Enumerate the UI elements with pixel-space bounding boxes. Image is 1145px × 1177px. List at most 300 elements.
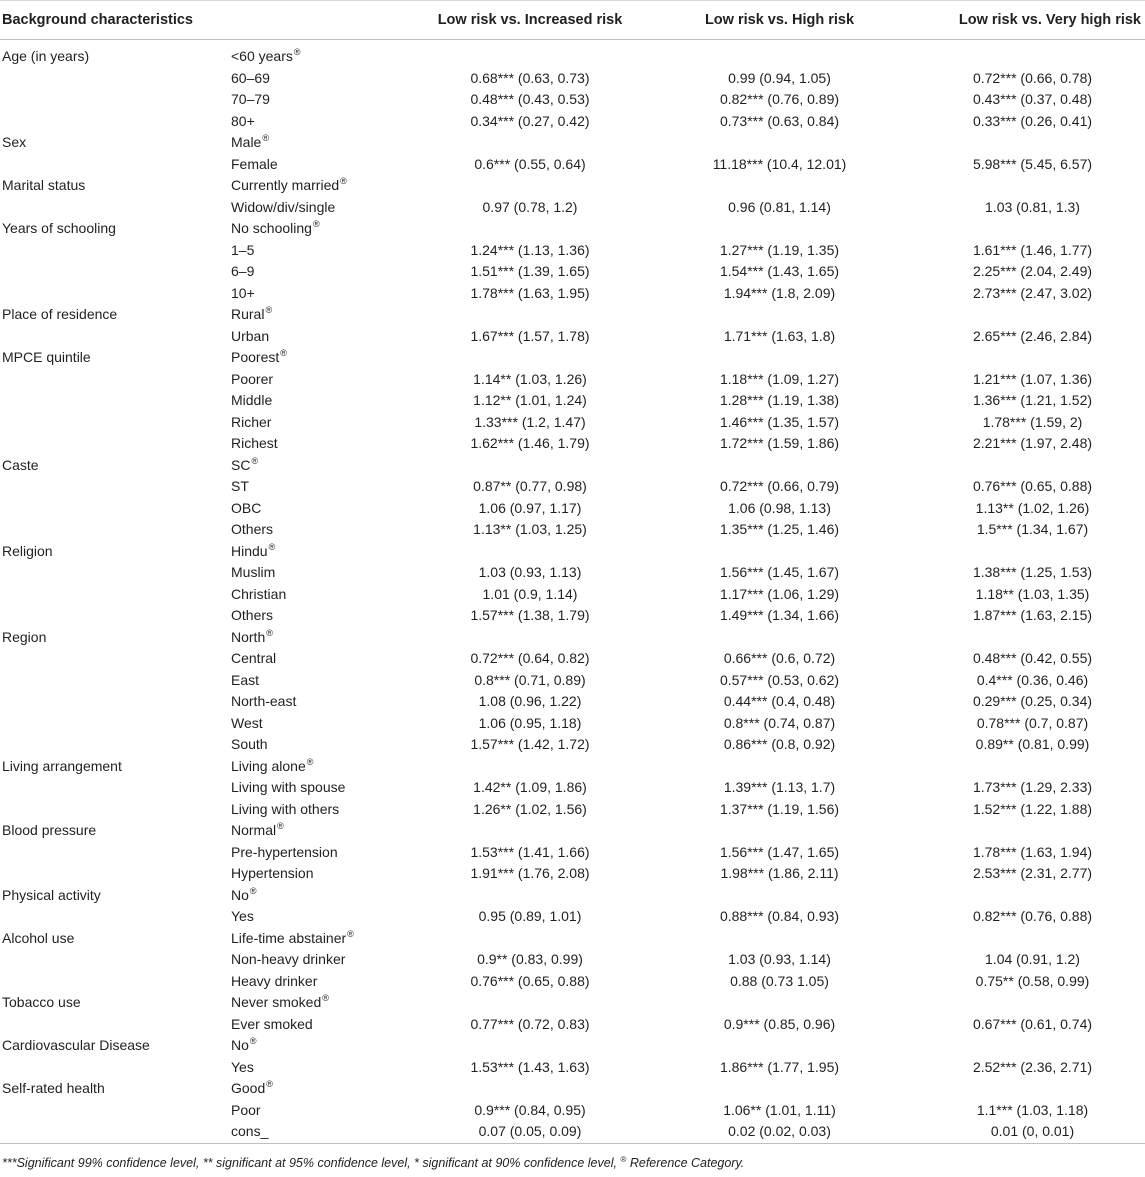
table-header bbox=[0, 1, 1145, 40]
cell-high-risk bbox=[653, 627, 906, 649]
cell-high-risk: 1.35*** (1.25, 1.46) bbox=[719, 521, 840, 537]
table-row bbox=[0, 777, 1145, 799]
category-text: 80+ bbox=[231, 112, 255, 129]
cell-increased-risk: 1.03 (0.93, 1.13) bbox=[478, 564, 582, 580]
row-category-label bbox=[227, 218, 407, 240]
category-text: Normal bbox=[231, 822, 277, 838]
category-text: Others bbox=[231, 521, 274, 537]
table-row bbox=[0, 89, 1145, 111]
cell-very-high-risk: 1.21*** (1.07, 1.36) bbox=[972, 370, 1093, 387]
category-text: North bbox=[231, 628, 266, 645]
cell-increased-risk bbox=[407, 1035, 653, 1057]
row-category-label bbox=[227, 648, 407, 670]
cell-very-high-risk: 5.98*** (5.45, 6.57) bbox=[972, 155, 1093, 172]
cell-very-high-risk bbox=[906, 992, 1145, 1014]
cell-increased-risk: 0.9** (0.83, 0.99) bbox=[477, 951, 583, 967]
table-row bbox=[0, 627, 1145, 649]
cell-high-risk: 0.96 (0.81, 1.14) bbox=[728, 198, 831, 215]
reference-category-mark: ® bbox=[277, 821, 284, 832]
cell-increased-risk: 1.57*** (1.38, 1.79) bbox=[470, 607, 590, 623]
cell-very-high-risk: 0.76*** (0.65, 0.88) bbox=[972, 478, 1093, 494]
reference-category-mark: ® bbox=[268, 541, 276, 552]
table-row bbox=[0, 261, 1145, 283]
table-body bbox=[0, 40, 1145, 1144]
row-group-label: Living arrangement bbox=[2, 757, 122, 774]
table-row bbox=[0, 756, 1145, 778]
row-group-label: MPCE quintile bbox=[2, 349, 91, 365]
row-group-label bbox=[0, 971, 227, 993]
cell-high-risk: 1.03 (0.93, 1.14) bbox=[728, 951, 831, 967]
table-row bbox=[0, 283, 1145, 305]
cell-high-risk: 0.66*** (0.6, 0.72) bbox=[723, 650, 836, 666]
row-category-label bbox=[227, 1100, 407, 1122]
cell-very-high-risk: 0.4*** (0.36, 0.46) bbox=[976, 671, 1089, 688]
cell-very-high-risk: 0.75** (0.58, 0.99) bbox=[975, 972, 1090, 989]
category-text: Poor bbox=[231, 1101, 261, 1118]
table-row bbox=[0, 197, 1145, 219]
cell-increased-risk bbox=[407, 132, 653, 154]
cell-high-risk bbox=[653, 304, 906, 326]
row-category-label bbox=[227, 992, 407, 1014]
category-text: Poorest bbox=[231, 349, 280, 365]
reference-category-mark: ® bbox=[251, 455, 259, 466]
cell-increased-risk: 0.8*** (0.71, 0.89) bbox=[474, 671, 586, 688]
cell-increased-risk: 1.53*** (1.43, 1.63) bbox=[470, 1058, 590, 1075]
reference-category-mark: ® bbox=[280, 348, 287, 359]
cell-high-risk: 1.46*** (1.35, 1.57) bbox=[719, 413, 840, 430]
cell-very-high-risk: 1.38*** (1.25, 1.53) bbox=[972, 564, 1093, 580]
row-category-label bbox=[227, 885, 407, 907]
cell-increased-risk: 1.14** (1.03, 1.26) bbox=[473, 370, 587, 387]
category-text: Living alone bbox=[231, 757, 306, 774]
cell-increased-risk: 0.95 (0.89, 1.01) bbox=[478, 908, 582, 924]
row-category-label bbox=[227, 519, 407, 541]
row-category-label bbox=[227, 820, 407, 842]
cell-very-high-risk: 1.03 (0.81, 1.3) bbox=[985, 198, 1080, 215]
cell-very-high-risk bbox=[906, 132, 1145, 154]
row-group-label bbox=[0, 1121, 227, 1143]
row-group-label bbox=[0, 68, 227, 90]
row-group-label: Years of schooling bbox=[2, 220, 116, 236]
cell-very-high-risk bbox=[906, 885, 1145, 907]
cell-high-risk: 1.28*** (1.19, 1.38) bbox=[719, 392, 840, 408]
row-category-label bbox=[227, 1035, 407, 1057]
cell-very-high-risk: 0.72*** (0.66, 0.78) bbox=[972, 69, 1093, 86]
cell-very-high-risk: 0.33*** (0.26, 0.41) bbox=[972, 112, 1093, 129]
row-category-label bbox=[227, 584, 407, 606]
category-text: Female bbox=[231, 155, 278, 172]
cell-increased-risk: 0.34*** (0.27, 0.42) bbox=[470, 112, 590, 129]
cell-very-high-risk: 1.78*** (1.59, 2) bbox=[982, 413, 1083, 430]
category-text: Hypertension bbox=[231, 865, 314, 881]
row-category-label bbox=[227, 713, 407, 735]
cell-high-risk: 0.86*** (0.8, 0.92) bbox=[723, 736, 836, 752]
cell-very-high-risk: 2.25*** (2.04, 2.49) bbox=[972, 263, 1093, 279]
cell-increased-risk bbox=[407, 40, 653, 68]
cell-increased-risk: 1.78*** (1.63, 1.95) bbox=[470, 284, 590, 301]
category-text: Non-heavy drinker bbox=[231, 951, 346, 967]
row-category-label bbox=[227, 971, 407, 993]
table-row bbox=[0, 992, 1145, 1014]
cell-increased-risk: 1.01 (0.9, 1.14) bbox=[482, 585, 578, 602]
table-row bbox=[0, 412, 1145, 434]
category-text: South bbox=[231, 736, 268, 752]
row-group-label bbox=[0, 562, 227, 584]
table-row bbox=[0, 605, 1145, 627]
category-text: Rural bbox=[231, 306, 265, 322]
cell-very-high-risk bbox=[906, 40, 1145, 68]
row-group-label bbox=[0, 605, 227, 627]
cell-high-risk: 1.06 (0.98, 1.13) bbox=[728, 499, 831, 516]
cell-increased-risk: 0.72*** (0.64, 0.82) bbox=[470, 650, 590, 666]
cell-high-risk: 1.49*** (1.34, 1.66) bbox=[719, 607, 840, 623]
cell-increased-risk: 1.42** (1.09, 1.86) bbox=[473, 779, 587, 795]
table-row bbox=[0, 1014, 1145, 1036]
table-row bbox=[0, 369, 1145, 391]
row-category-label bbox=[227, 541, 407, 563]
row-group-label: Physical activity bbox=[2, 886, 101, 903]
row-category-label bbox=[227, 111, 407, 133]
cell-increased-risk: 1.91*** (1.76, 2.08) bbox=[470, 865, 590, 881]
row-category-label bbox=[227, 369, 407, 391]
row-category-label bbox=[227, 304, 407, 326]
reference-category-mark: ® bbox=[265, 305, 273, 316]
row-group-label bbox=[0, 283, 227, 305]
row-category-label bbox=[227, 89, 407, 111]
cell-very-high-risk bbox=[906, 627, 1145, 649]
cell-very-high-risk: 0.43*** (0.37, 0.48) bbox=[972, 91, 1093, 107]
category-text: Christian bbox=[231, 585, 287, 602]
row-group-label bbox=[0, 863, 227, 885]
reference-symbol: ® bbox=[620, 1154, 627, 1164]
cell-increased-risk: 1.67*** (1.57, 1.78) bbox=[470, 327, 590, 344]
reference-category-mark: ® bbox=[312, 219, 320, 230]
cell-increased-risk: 1.57*** (1.42, 1.72) bbox=[470, 736, 590, 752]
category-text: Never smoked bbox=[231, 994, 322, 1010]
category-text: Currently married bbox=[231, 177, 340, 193]
cell-very-high-risk: 0.82*** (0.76, 0.88) bbox=[972, 908, 1093, 924]
row-group-label bbox=[0, 713, 227, 735]
category-text: 6–9 bbox=[231, 263, 255, 279]
reference-category-mark: ® bbox=[266, 1079, 273, 1090]
cell-very-high-risk bbox=[906, 218, 1145, 240]
cell-increased-risk bbox=[407, 627, 653, 649]
cell-increased-risk: 0.97 (0.78, 1.2) bbox=[482, 198, 578, 215]
cell-very-high-risk: 1.36*** (1.21, 1.52) bbox=[972, 392, 1093, 408]
cell-increased-risk bbox=[407, 175, 653, 197]
cell-very-high-risk: 1.52*** (1.22, 1.88) bbox=[972, 800, 1093, 817]
row-category-label bbox=[227, 949, 407, 971]
cell-high-risk: 1.72*** (1.59, 1.86) bbox=[719, 435, 840, 451]
cell-increased-risk bbox=[407, 304, 653, 326]
row-group-label: Sex bbox=[2, 134, 27, 150]
row-group-label bbox=[0, 1014, 227, 1036]
cell-high-risk: 0.82*** (0.76, 0.89) bbox=[719, 91, 840, 107]
row-group-label bbox=[0, 154, 227, 176]
cell-increased-risk: 1.06 (0.97, 1.17) bbox=[478, 499, 582, 516]
row-group-label bbox=[0, 799, 227, 821]
reference-category-mark: ® bbox=[249, 1036, 257, 1047]
category-text: Poorer bbox=[231, 370, 274, 387]
row-group-label bbox=[0, 691, 227, 713]
cell-very-high-risk: 1.5*** (1.34, 1.67) bbox=[976, 521, 1089, 537]
row-category-label bbox=[227, 691, 407, 713]
cell-high-risk bbox=[653, 992, 906, 1014]
cell-high-risk: 0.88*** (0.84, 0.93) bbox=[719, 908, 840, 924]
row-category-label bbox=[227, 240, 407, 262]
cell-increased-risk: 1.51*** (1.39, 1.65) bbox=[470, 263, 590, 279]
cell-increased-risk: 0.07 (0.05, 0.09) bbox=[407, 1121, 653, 1143]
cell-high-risk: 0.8*** (0.74, 0.87) bbox=[723, 714, 836, 731]
row-group-label: Blood pressure bbox=[2, 822, 97, 838]
cell-very-high-risk: 2.65*** (2.46, 2.84) bbox=[972, 327, 1093, 344]
category-text: SC bbox=[231, 456, 251, 473]
cell-very-high-risk: 1.04 (0.91, 1.2) bbox=[985, 951, 1080, 967]
cell-increased-risk: 0.68*** (0.63, 0.73) bbox=[470, 69, 590, 86]
row-category-label bbox=[227, 734, 407, 756]
cell-high-risk bbox=[653, 347, 906, 369]
category-text: Richest bbox=[231, 435, 278, 451]
cell-increased-risk: 1.62*** (1.46, 1.79) bbox=[470, 435, 590, 451]
category-text: Ever smoked bbox=[231, 1015, 313, 1032]
cell-increased-risk: 0.76*** (0.65, 0.88) bbox=[470, 972, 590, 989]
table-row bbox=[0, 304, 1145, 326]
table-row bbox=[0, 326, 1145, 348]
cell-increased-risk bbox=[407, 455, 653, 477]
cell-increased-risk: 1.06 (0.95, 1.18) bbox=[478, 714, 582, 731]
row-group-label bbox=[0, 842, 227, 864]
row-category-label bbox=[227, 412, 407, 434]
table-row bbox=[0, 1057, 1145, 1079]
row-group-label bbox=[0, 498, 227, 520]
cell-very-high-risk bbox=[906, 304, 1145, 326]
category-text: <60 years bbox=[231, 48, 293, 64]
table-row bbox=[0, 154, 1145, 176]
row-category-label bbox=[227, 863, 407, 885]
cell-high-risk: 1.27*** (1.19, 1.35) bbox=[719, 241, 840, 258]
reference-category-mark: ® bbox=[306, 756, 314, 767]
category-text: Living with spouse bbox=[231, 779, 346, 795]
cell-high-risk: 1.17*** (1.06, 1.29) bbox=[719, 585, 840, 602]
cell-increased-risk bbox=[407, 541, 653, 563]
row-group-label bbox=[0, 949, 227, 971]
cell-high-risk: 1.56*** (1.45, 1.67) bbox=[719, 564, 840, 580]
category-text: No bbox=[231, 886, 249, 903]
table-row bbox=[0, 1121, 1145, 1143]
cell-very-high-risk: 0.29*** (0.25, 0.34) bbox=[972, 693, 1093, 709]
row-category-label bbox=[227, 175, 407, 197]
header-background-characteristics: Background characteristics bbox=[0, 1, 407, 40]
row-category-label bbox=[227, 562, 407, 584]
row-group-label: Tobacco use bbox=[2, 994, 81, 1010]
cell-high-risk bbox=[653, 820, 906, 842]
table-row bbox=[0, 218, 1145, 240]
cell-very-high-risk: 0.78*** (0.7, 0.87) bbox=[976, 714, 1089, 731]
row-category-label bbox=[227, 928, 407, 950]
cell-high-risk bbox=[653, 218, 906, 240]
row-group-label: Religion bbox=[2, 542, 53, 559]
cell-very-high-risk: 0.67*** (0.61, 0.74) bbox=[972, 1015, 1093, 1032]
cell-increased-risk: 0.77*** (0.72, 0.83) bbox=[470, 1015, 590, 1032]
category-text: Hindu bbox=[231, 542, 268, 559]
cell-high-risk: 1.18*** (1.09, 1.27) bbox=[719, 370, 840, 387]
row-group-label bbox=[0, 369, 227, 391]
cell-high-risk: 0.44*** (0.4, 0.48) bbox=[723, 693, 836, 709]
table-row bbox=[0, 670, 1145, 692]
cell-high-risk: 1.71*** (1.63, 1.8) bbox=[723, 327, 836, 344]
cell-very-high-risk bbox=[906, 541, 1145, 563]
footnote-text: ***Significant 99% confidence level, ** significant at 95% confidence level, * significant at 90% confidence level, bbox=[2, 1155, 617, 1170]
table-row bbox=[0, 175, 1145, 197]
cell-very-high-risk: 0.48*** (0.42, 0.55) bbox=[972, 650, 1093, 666]
cell-high-risk: 1.06** (1.01, 1.11) bbox=[723, 1101, 836, 1118]
table-row bbox=[0, 240, 1145, 262]
cell-very-high-risk: 1.78*** (1.63, 1.94) bbox=[972, 843, 1093, 860]
cell-high-risk bbox=[653, 928, 906, 950]
cell-increased-risk bbox=[407, 885, 653, 907]
row-category-label bbox=[227, 842, 407, 864]
reference-category-mark: ® bbox=[293, 47, 301, 58]
cell-high-risk bbox=[653, 1078, 906, 1100]
table-row bbox=[0, 68, 1145, 90]
cell-high-risk bbox=[653, 541, 906, 563]
row-group-label bbox=[0, 519, 227, 541]
category-text: Living with others bbox=[231, 800, 340, 817]
row-group-label: Age (in years) bbox=[2, 48, 90, 64]
row-group-label: Region bbox=[2, 628, 47, 645]
category-text: OBC bbox=[231, 499, 262, 516]
row-group-label bbox=[0, 476, 227, 498]
row-group-label bbox=[0, 197, 227, 219]
row-group-label: Marital status bbox=[2, 177, 86, 193]
row-group-label bbox=[0, 111, 227, 133]
table-row bbox=[0, 1100, 1145, 1122]
table-row bbox=[0, 799, 1145, 821]
category-text: Life-time abstainer bbox=[231, 929, 347, 946]
table-row bbox=[0, 1078, 1145, 1100]
reference-category-mark: ® bbox=[340, 176, 347, 187]
cell-increased-risk: 0.9*** (0.84, 0.95) bbox=[474, 1101, 586, 1118]
reference-category-mark: ® bbox=[266, 627, 273, 638]
row-category-label bbox=[227, 777, 407, 799]
cell-high-risk: 1.54*** (1.43, 1.65) bbox=[719, 263, 840, 279]
row-category-label bbox=[227, 132, 407, 154]
row-category-label bbox=[227, 1057, 407, 1079]
table-row bbox=[0, 433, 1145, 455]
category-text: Yes bbox=[231, 1058, 254, 1075]
category-text: North-east bbox=[231, 693, 297, 709]
cell-increased-risk: 1.33*** (1.2, 1.47) bbox=[474, 413, 586, 430]
cell-very-high-risk bbox=[906, 756, 1145, 778]
row-category-label bbox=[227, 1014, 407, 1036]
table-row bbox=[0, 1035, 1145, 1057]
row-category-label bbox=[227, 68, 407, 90]
row-category-label bbox=[227, 433, 407, 455]
table-row bbox=[0, 498, 1145, 520]
cell-very-high-risk: 0.01 (0, 0.01) bbox=[906, 1121, 1145, 1143]
table-row bbox=[0, 842, 1145, 864]
table-footnote bbox=[0, 1155, 1145, 1170]
row-group-label bbox=[0, 326, 227, 348]
row-category-label bbox=[227, 283, 407, 305]
category-text: Muslim bbox=[231, 564, 276, 580]
category-text: cons_ bbox=[231, 1123, 269, 1139]
reference-category-mark: ® bbox=[322, 993, 329, 1004]
row-category-label bbox=[227, 627, 407, 649]
cell-very-high-risk: 1.1*** (1.03, 1.18) bbox=[976, 1101, 1089, 1118]
table-row bbox=[0, 863, 1145, 885]
cell-high-risk bbox=[653, 132, 906, 154]
cell-increased-risk bbox=[407, 756, 653, 778]
cell-very-high-risk: 0.89** (0.81, 0.99) bbox=[975, 736, 1090, 752]
cell-high-risk: 1.86*** (1.77, 1.95) bbox=[719, 1058, 840, 1075]
reference-category-mark: ® bbox=[347, 928, 354, 939]
cell-very-high-risk: 2.52*** (2.36, 2.71) bbox=[972, 1058, 1093, 1075]
cell-increased-risk: 0.48*** (0.43, 0.53) bbox=[470, 91, 590, 107]
row-category-label bbox=[227, 799, 407, 821]
row-category-label bbox=[227, 261, 407, 283]
table-row bbox=[0, 584, 1145, 606]
cell-increased-risk bbox=[407, 928, 653, 950]
category-text: Good bbox=[231, 1080, 266, 1096]
cell-very-high-risk: 1.73*** (1.29, 2.33) bbox=[972, 779, 1093, 795]
table-row bbox=[0, 390, 1145, 412]
cell-high-risk: 1.98*** (1.86, 2.11) bbox=[720, 865, 839, 881]
table-row bbox=[0, 820, 1145, 842]
row-category-label bbox=[227, 1121, 407, 1143]
table-row bbox=[0, 111, 1145, 133]
cell-very-high-risk: 2.21*** (1.97, 2.48) bbox=[972, 435, 1093, 451]
cell-very-high-risk: 1.18** (1.03, 1.35) bbox=[975, 585, 1090, 602]
cell-increased-risk bbox=[407, 820, 653, 842]
table-row bbox=[0, 519, 1145, 541]
category-text: ST bbox=[231, 478, 249, 494]
cell-increased-risk: 1.53*** (1.41, 1.66) bbox=[470, 843, 590, 860]
row-category-label bbox=[227, 390, 407, 412]
cell-high-risk bbox=[653, 756, 906, 778]
row-category-label bbox=[227, 498, 407, 520]
category-text: Urban bbox=[231, 327, 270, 344]
cell-high-risk: 1.94*** (1.8, 2.09) bbox=[723, 284, 836, 301]
reference-category-mark: ® bbox=[262, 133, 269, 144]
cell-very-high-risk bbox=[906, 1078, 1145, 1100]
cell-high-risk: 0.57*** (0.53, 0.62) bbox=[719, 671, 840, 688]
category-text: West bbox=[231, 714, 263, 731]
cell-very-high-risk bbox=[906, 347, 1145, 369]
cell-very-high-risk: 2.53*** (2.31, 2.77) bbox=[972, 865, 1093, 881]
row-group-label bbox=[0, 777, 227, 799]
cell-increased-risk: 1.24*** (1.13, 1.36) bbox=[470, 241, 590, 258]
cell-increased-risk bbox=[407, 992, 653, 1014]
cell-high-risk bbox=[653, 1035, 906, 1057]
category-text: Others bbox=[231, 607, 274, 623]
row-category-label bbox=[227, 40, 407, 68]
table-row bbox=[0, 691, 1145, 713]
cell-high-risk: 0.73*** (0.63, 0.84) bbox=[719, 112, 840, 129]
cell-high-risk: 0.72*** (0.66, 0.79) bbox=[719, 478, 840, 494]
cell-increased-risk bbox=[407, 347, 653, 369]
row-category-label bbox=[227, 154, 407, 176]
category-text: Widow/div/single bbox=[231, 198, 336, 215]
cell-increased-risk: 1.13** (1.03, 1.25) bbox=[473, 521, 587, 537]
cell-increased-risk: 0.6*** (0.55, 0.64) bbox=[474, 155, 586, 172]
table-row bbox=[0, 347, 1145, 369]
category-text: Pre-hypertension bbox=[231, 843, 338, 860]
cell-very-high-risk: 1.87*** (1.63, 2.15) bbox=[972, 607, 1093, 623]
table-row bbox=[0, 455, 1145, 477]
row-group-label: Place of residence bbox=[2, 306, 118, 322]
cell-high-risk bbox=[653, 885, 906, 907]
